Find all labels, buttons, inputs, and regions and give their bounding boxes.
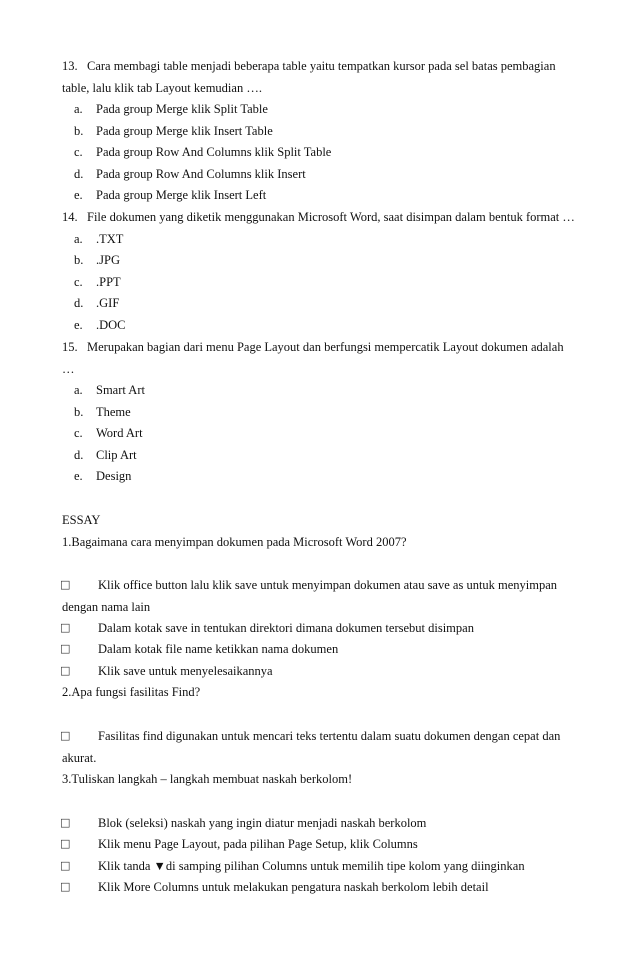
- essay-answer-3-step-3: Klik tanda ▼di samping pilihan Columns untuk memilih tipe kolom yang diinginkan: [98, 859, 525, 873]
- bullet-icon: □: [60, 578, 71, 591]
- option-text: .JPG: [96, 253, 120, 267]
- option-text: Pada group Merge klik Insert Table: [96, 124, 273, 138]
- essay-answer-3-step-1: Blok (seleksi) naskah yang ingin diatur menjadi naskah berkolom: [98, 816, 427, 830]
- essay-question-2: 2.Apa fungsi fasilitas Find?: [62, 685, 201, 699]
- essay-answer-3-step-2: Klik menu Page Layout, pada pilihan Page Setup, klik Columns: [98, 837, 418, 851]
- essay-question-1: 1.Bagaimana cara menyimpan dokumen pada Microsoft Word 2007?: [62, 535, 407, 549]
- option-text: .PPT: [96, 275, 121, 289]
- essay-question-3: 3.Tuliskan langkah – langkah membuat naskah berkolom!: [62, 772, 353, 786]
- essay-answer-1-step-4: Klik save untuk menyelesaikannya: [98, 664, 273, 678]
- option-letter: c.: [74, 426, 83, 440]
- option-letter: b.: [74, 405, 84, 419]
- option-text: Smart Art: [96, 383, 145, 397]
- bullet-icon: □: [60, 859, 71, 872]
- essay-answer-1-step-2: Dalam kotak save in tentukan direktori dimana dokumen tersebut disimpan: [98, 621, 474, 635]
- essay-answer-1-step-1: Klik office button lalu klik save untuk menyimpan dokumen atau save as untuk menyimpan: [98, 578, 558, 592]
- question-number: 15.: [62, 340, 78, 354]
- option-letter: e.: [74, 188, 83, 202]
- bullet-icon: □: [60, 837, 71, 850]
- option-letter: c.: [74, 275, 83, 289]
- question-text: Cara membagi table menjadi beberapa table yaitu tempatkan kursor pada sel batas pembagian: [87, 59, 556, 73]
- essay-answer-1-step-1-cont: dengan nama lain: [62, 600, 151, 614]
- question-13-line-2: table, lalu klik tab Layout kemudian ….: [62, 81, 262, 95]
- question-number: 14.: [62, 210, 78, 224]
- question-14-line-1: [62, 209, 575, 225]
- question-13-line-1: [62, 58, 556, 74]
- essay-answer-2: Fasilitas find digunakan untuk mencari teks tertentu dalam suatu dokumen dengan cepat dan: [98, 729, 561, 743]
- option-letter: b.: [74, 253, 84, 267]
- option-letter: a.: [74, 102, 83, 116]
- option-text: Clip Art: [96, 448, 137, 462]
- option-letter: a.: [74, 383, 83, 397]
- bullet-icon: □: [60, 642, 71, 655]
- option-text: Design: [96, 469, 132, 483]
- option-text: Pada group Merge klik Insert Left: [96, 188, 267, 202]
- essay-answer-1-step-3: Dalam kotak file name ketikkan nama dokumen: [98, 642, 339, 656]
- bullet-icon: □: [60, 729, 71, 742]
- bullet-icon: □: [60, 621, 71, 634]
- option-letter: b.: [74, 124, 84, 138]
- option-letter: d.: [74, 167, 84, 181]
- option-text: Pada group Row And Columns klik Insert: [96, 167, 306, 181]
- question-text: Merupakan bagian dari menu Page Layout dan berfungsi mempercatik Layout dokumen adalah: [87, 340, 564, 354]
- essay-answer-3-step-4: Klik More Columns untuk melakukan pengatura naskah berkolom lebih detail: [98, 880, 489, 894]
- bullet-icon: □: [60, 880, 71, 893]
- option-text: .GIF: [96, 296, 120, 310]
- bullet-icon: □: [60, 664, 71, 677]
- essay-heading: ESSAY: [62, 513, 101, 527]
- option-text: Pada group Row And Columns klik Split Table: [96, 145, 332, 159]
- question-number: 13.: [62, 59, 78, 73]
- option-letter: a.: [74, 232, 83, 246]
- option-text: .DOC: [96, 318, 126, 332]
- question-15-line-2: …: [62, 362, 75, 376]
- question-15-line-1: [62, 339, 564, 355]
- option-text: Theme: [96, 405, 131, 419]
- option-text: .TXT: [96, 232, 124, 246]
- option-letter: d.: [74, 296, 84, 310]
- option-letter: e.: [74, 469, 83, 483]
- bullet-icon: □: [60, 816, 71, 829]
- option-letter: c.: [74, 145, 83, 159]
- essay-answer-2-cont: akurat.: [62, 751, 97, 765]
- question-text: File dokumen yang diketik menggunakan Microsoft Word, saat disimpan dalam bentuk format …: [87, 210, 575, 224]
- option-text: Pada group Merge klik Split Table: [96, 102, 268, 116]
- option-letter: e.: [74, 318, 83, 332]
- option-letter: d.: [74, 448, 84, 462]
- option-text: Word Art: [96, 426, 143, 440]
